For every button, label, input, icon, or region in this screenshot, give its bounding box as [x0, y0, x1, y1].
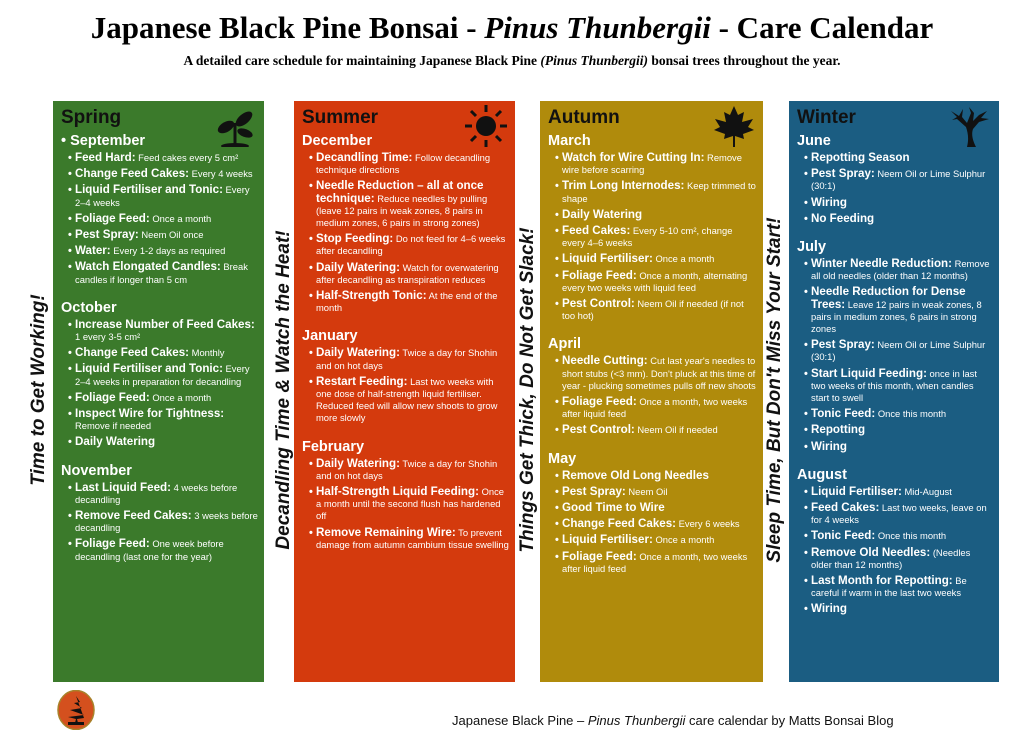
task-item	[804, 575, 993, 599]
task-detail: Once a month	[152, 391, 212, 403]
task-detail: Mid-August	[904, 485, 952, 497]
task-item	[555, 396, 757, 420]
task-list	[548, 470, 757, 575]
task-detail: To prevent damage from autumn cambium tissue swelling	[316, 526, 509, 550]
task-detail: Once a month, two weeks after liquid feed	[562, 550, 748, 574]
task-item	[555, 253, 757, 265]
task-title: Pest Spray:	[562, 484, 626, 498]
task-item	[68, 152, 258, 164]
task-item	[68, 538, 258, 562]
task-item	[804, 197, 993, 209]
task-detail: Neem Oil	[628, 485, 668, 497]
task-item	[309, 486, 509, 523]
task-title: Inspect Wire for Tightness:	[75, 407, 225, 421]
task-title: Liquid Fertiliser:	[562, 252, 653, 266]
task-detail: Cut last year's needles to short stubs (<3 mm). Don't pluck at this time of year - plucking sometimes pulls off new shoots	[562, 355, 756, 391]
task-title: Start Liquid Feeding:	[811, 366, 927, 380]
task-title: Trim Long Internodes:	[562, 179, 685, 193]
autumn-tagline: Things Get Thick, Do Not Get Slack!	[517, 227, 538, 553]
task-item	[555, 470, 757, 482]
task-detail: Once a month until the second flush has hardened off	[316, 486, 504, 522]
task-detail: Be careful if warm in the last two weeks	[811, 575, 967, 599]
task-title: Increase Number of Feed Cakes:	[75, 317, 255, 331]
spring-tagline: Time to Get Working!	[28, 294, 49, 486]
title-text-end: - Care Calendar	[710, 10, 934, 45]
task-title: Change Feed Cakes:	[75, 167, 190, 181]
task-list	[548, 355, 757, 436]
task-item	[804, 486, 993, 498]
task-title: Feed Cakes:	[562, 224, 631, 238]
summer-column	[294, 101, 515, 682]
task-item	[68, 436, 258, 448]
task-detail: 4 weeks before decandling	[75, 481, 238, 505]
task-title: Good Time to Wire	[562, 501, 665, 515]
task-detail: Once a month, two weeks after liquid feed	[562, 396, 748, 420]
task-detail: Every 5-10 cm², change every 4–6 weeks	[562, 225, 733, 249]
task-title: Half-Strength Liquid Feeding:	[316, 485, 479, 499]
bonsai-logo-icon	[56, 690, 96, 730]
task-title: Needle Reduction for Dense Trees:	[811, 285, 966, 311]
task-title: Change Feed Cakes:	[75, 346, 190, 360]
task-title: Daily Watering	[562, 207, 643, 221]
task-title: Decandling Time:	[316, 151, 413, 164]
subtitle-text-end: bonsai trees throughout the year.	[648, 53, 841, 68]
task-item	[68, 363, 258, 387]
task-title: Wiring	[811, 439, 847, 453]
task-detail: Monthly	[191, 347, 225, 359]
task-item	[68, 184, 258, 208]
task-item	[68, 510, 258, 534]
task-item	[555, 518, 757, 530]
footer-species: Pinus Thunbergii	[587, 713, 686, 728]
task-title: Foliage Feed:	[562, 395, 637, 409]
task-title: No Feeding	[811, 211, 875, 225]
task-title: Watch Elongated Candles:	[75, 260, 221, 274]
task-detail: Twice a day for Shohin and on hot days	[316, 457, 498, 481]
task-title: Watch for Wire Cutting In:	[562, 151, 705, 164]
task-title: Remove Remaining Wire:	[316, 525, 456, 539]
task-item	[309, 376, 509, 425]
task-item	[804, 502, 993, 526]
task-detail: Remove wire before scarring	[562, 152, 742, 176]
footer-text-end: care calendar by Matts Bonsai Blog	[685, 713, 894, 728]
task-list	[61, 319, 258, 449]
task-item	[804, 441, 993, 453]
task-item	[555, 486, 757, 498]
task-title: Repotting Season	[811, 151, 910, 164]
task-detail: Remove all old needles (older than 12 months)	[811, 258, 990, 282]
task-list	[797, 258, 993, 453]
task-item	[68, 213, 258, 225]
task-detail: Every 6 weeks	[678, 518, 740, 530]
title-species: Pinus Thunbergii	[484, 10, 711, 45]
task-title: Daily Watering:	[316, 260, 400, 274]
task-item	[804, 424, 993, 436]
task-title: Water:	[75, 244, 111, 258]
task-detail: Every 2–4 weeks in preparation for decandling	[75, 363, 250, 387]
task-list	[61, 152, 258, 286]
task-detail: Follow decandling technique directions	[316, 152, 491, 176]
task-list	[302, 347, 509, 424]
month-heading: October	[61, 299, 117, 316]
task-item	[804, 168, 993, 192]
month-heading: January	[302, 328, 358, 345]
task-title: Feed Cakes:	[811, 501, 880, 515]
task-title: Wiring	[811, 602, 847, 616]
task-item	[309, 527, 509, 551]
task-detail: Neem Oil if needed	[637, 424, 718, 436]
month-heading: February	[302, 438, 365, 455]
task-detail: Every 2–4 weeks	[75, 184, 250, 208]
task-title: Winter Needle Reduction:	[811, 257, 952, 271]
task-detail: Twice a day for Shohin and on hot days	[316, 347, 498, 371]
task-item	[309, 262, 509, 286]
task-item	[804, 530, 993, 542]
autumn-column	[540, 101, 763, 682]
footer-credit	[452, 713, 894, 728]
task-detail: One week before decandling (last one for the year)	[75, 538, 224, 562]
page-title	[0, 10, 1024, 46]
task-title: Foliage Feed:	[562, 549, 637, 563]
spring-column	[53, 101, 264, 682]
task-item	[555, 355, 757, 392]
task-title: Foliage Feed:	[562, 268, 637, 282]
task-item	[804, 213, 993, 225]
task-title: Stop Feeding:	[316, 232, 394, 246]
task-detail: Once a month	[655, 253, 715, 265]
month-heading: • September	[61, 133, 146, 149]
winter-column	[789, 101, 999, 682]
subtitle-text: A detailed care schedule for maintaining Japanese Black Pine	[183, 53, 541, 68]
task-item	[555, 502, 757, 514]
task-detail: (Needles older than 12 months)	[811, 546, 971, 570]
task-detail: At the end of the month	[316, 290, 498, 314]
task-item	[309, 290, 509, 314]
task-title: Last Liquid Feed:	[75, 480, 171, 494]
task-item	[68, 319, 258, 343]
task-title: Needle Cutting:	[562, 354, 648, 368]
task-detail: Keep trimmed to shape	[562, 180, 756, 204]
task-detail: Feed cakes every 5 cm²	[138, 152, 239, 163]
task-item	[804, 258, 993, 282]
task-title: Tonic Feed:	[811, 407, 876, 421]
season-title: Autumn	[548, 107, 620, 128]
task-item	[804, 152, 993, 164]
task-item	[555, 225, 757, 249]
task-detail: Once this month	[877, 408, 947, 420]
task-title: Liquid Fertiliser:	[811, 484, 902, 498]
task-item	[804, 286, 993, 335]
task-item	[309, 458, 509, 482]
task-detail: 3 weeks before decandling	[75, 510, 258, 534]
task-detail: Break candles if longer than 5 cm	[75, 261, 248, 285]
task-title: Tonic Feed:	[811, 529, 876, 543]
task-list	[797, 486, 993, 616]
task-detail: Remove if needed	[75, 420, 152, 432]
task-item	[68, 392, 258, 404]
task-item	[804, 603, 993, 615]
task-item	[555, 209, 757, 221]
task-title: Last Month for Repotting:	[811, 574, 953, 588]
task-list	[302, 152, 509, 314]
task-item	[804, 368, 993, 405]
task-title: Pest Spray:	[811, 167, 875, 181]
month-heading: June	[797, 133, 831, 149]
task-title: Remove Old Long Needles	[562, 468, 709, 482]
task-title: Liquid Fertiliser and Tonic:	[75, 183, 223, 197]
task-title: Needle Reduction – all at once technique:	[316, 179, 484, 205]
task-item	[68, 408, 258, 432]
task-detail: once in last two weeks of this month, when candles start to swell	[811, 367, 977, 404]
task-title: Wiring	[811, 195, 847, 209]
task-list	[797, 152, 993, 225]
task-detail: Watch for overwatering after decandling as transpiration reduces	[316, 261, 499, 285]
month-heading: May	[548, 450, 577, 467]
task-item	[68, 229, 258, 241]
task-item	[555, 534, 757, 546]
season-title: Winter	[797, 107, 856, 128]
task-title: Foliage Feed:	[75, 390, 150, 404]
seedling-icon	[214, 105, 256, 147]
task-title: Foliage Feed:	[75, 211, 150, 225]
footer-text: Japanese Black Pine –	[452, 713, 588, 728]
task-detail: Neem Oil if needed (if not too hot)	[562, 298, 744, 322]
task-detail: Neem Oil or Lime Sulphur (30:1)	[811, 168, 986, 192]
task-detail: Last two weeks with one dose of half-strength liquid fertiliser. Reduced feed will allow new shoots to grow more slowly	[316, 375, 498, 424]
task-title: Liquid Fertiliser:	[562, 533, 653, 547]
task-item	[804, 339, 993, 363]
month-heading: April	[548, 336, 582, 353]
page-subtitle	[0, 53, 1024, 69]
task-list	[548, 152, 757, 322]
month-heading: August	[797, 466, 847, 483]
task-detail: Once a month	[655, 534, 715, 546]
task-item	[555, 298, 757, 322]
task-detail: 1 every 3-5 cm²	[75, 331, 141, 343]
task-item	[309, 347, 509, 371]
task-item	[309, 233, 509, 257]
task-item	[555, 180, 757, 204]
task-item	[555, 424, 757, 436]
task-title: Change Feed Cakes:	[562, 517, 677, 531]
task-item	[68, 347, 258, 359]
title-text: Japanese Black Pine Bonsai -	[90, 10, 485, 45]
task-item	[555, 551, 757, 575]
subtitle-species: (Pinus Thunbergii)	[540, 53, 649, 68]
task-detail: Last two weeks, leave on for 4 weeks	[811, 502, 987, 526]
task-title: Foliage Feed:	[75, 537, 150, 551]
maple-leaf-icon	[713, 105, 755, 147]
sun-icon	[465, 105, 507, 147]
bare-tree-icon	[949, 105, 991, 147]
task-detail: Every 1-2 days as required	[113, 245, 226, 257]
task-detail: Once a month	[152, 212, 212, 224]
winter-tagline: Sleep Time, But Don't Miss Your Start!	[764, 217, 785, 563]
task-item	[555, 270, 757, 294]
task-title: Pest Spray:	[75, 228, 139, 242]
task-detail: Leave 12 pairs in weak zones, 8 pairs in medium zones, 6 pairs in strong zones	[811, 298, 982, 335]
task-detail: Do not feed for 4–6 weeks after decandling	[316, 233, 506, 257]
task-title: Pest Control:	[562, 423, 635, 437]
task-item	[68, 168, 258, 180]
summer-tagline: Decandling Time & Watch the Heat!	[273, 230, 294, 550]
task-title: Daily Watering:	[316, 346, 400, 360]
task-item	[68, 245, 258, 257]
task-title: Feed Hard:	[75, 151, 136, 164]
task-title: Pest Spray:	[811, 338, 875, 352]
season-title: Summer	[302, 107, 379, 128]
task-item	[804, 547, 993, 571]
task-title: Restart Feeding:	[316, 374, 408, 388]
task-item	[804, 408, 993, 420]
task-detail: Once this month	[877, 530, 947, 542]
task-list	[302, 458, 509, 551]
month-heading: July	[797, 239, 827, 256]
task-item	[309, 152, 509, 176]
task-item	[555, 152, 757, 176]
task-title: Daily Watering	[75, 435, 156, 449]
task-title: Remove Old Needles:	[811, 545, 931, 559]
task-detail: Reduce needles by pulling (leave 12 pairs in weak zones, 8 pairs in medium zones, 6 pairs in strong zones)	[316, 192, 488, 229]
season-title: Spring	[61, 107, 122, 128]
task-title: Repotting	[811, 423, 866, 437]
task-item	[68, 261, 258, 285]
month-heading: December	[302, 133, 373, 149]
task-item	[68, 482, 258, 506]
task-item	[309, 180, 509, 229]
task-title: Half-Strength Tonic:	[316, 289, 427, 303]
task-title: Remove Feed Cakes:	[75, 509, 192, 523]
task-detail: Once a month, alternating every two weeks with liquid feed	[562, 269, 748, 293]
task-list	[61, 482, 258, 563]
month-heading: November	[61, 462, 132, 479]
task-detail: Neem Oil once	[141, 229, 204, 241]
month-heading: March	[548, 133, 591, 149]
task-detail: Every 4 weeks	[191, 168, 253, 180]
task-detail: Neem Oil or Lime Sulphur (30:1)	[811, 339, 986, 363]
task-title: Daily Watering:	[316, 456, 400, 470]
task-title: Liquid Fertiliser and Tonic:	[75, 362, 223, 376]
task-title: Pest Control:	[562, 297, 635, 311]
